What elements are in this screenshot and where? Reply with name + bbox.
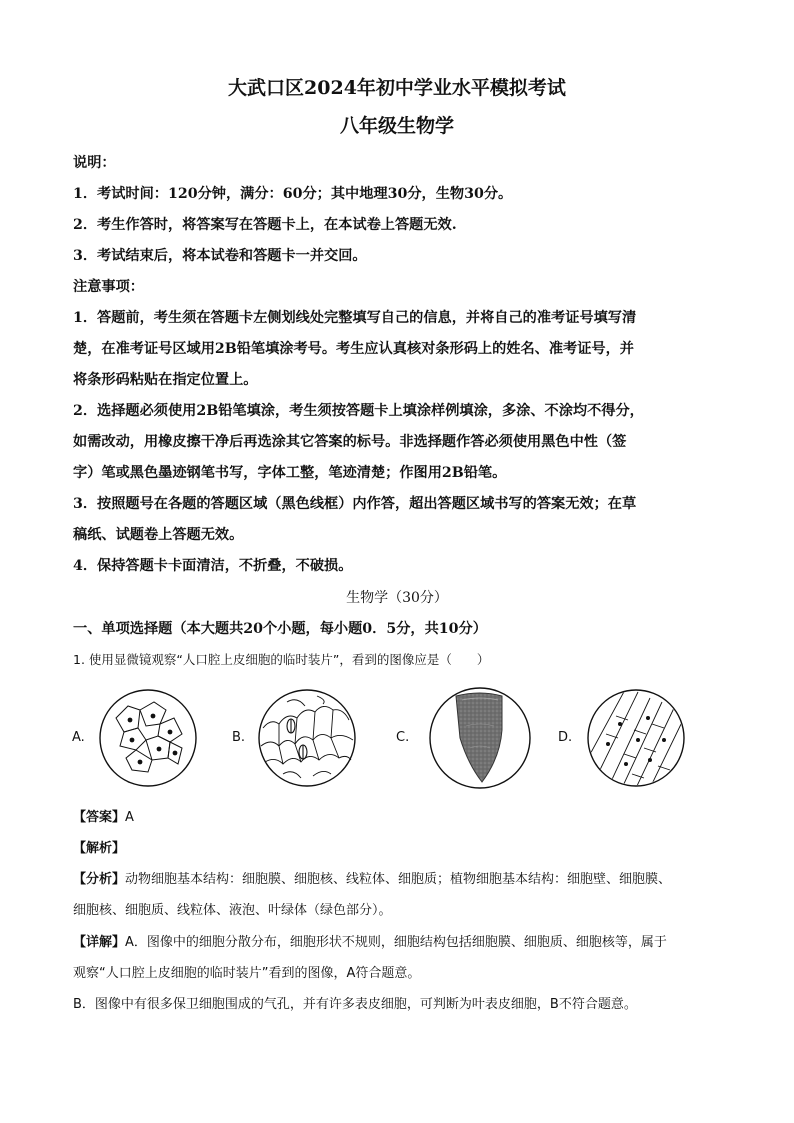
- notes-line: 稿纸、试题卷上答题无效。: [73, 527, 244, 543]
- option-a-label: A.: [72, 730, 85, 745]
- notes-line: 楚，在准考证号区域用2B铅笔填涂考号。考生应认真核对条形码上的姓名、准考证号，并: [73, 341, 634, 357]
- instruction-item: 1．考试时间：120分钟，满分：60分；其中地理30分，生物30分。: [73, 186, 513, 202]
- exam-subtitle: 八年级生物学: [339, 115, 454, 137]
- answer-tag: 【答案】: [73, 810, 126, 825]
- notes-line: 2．选择题必须使用2B铅笔填涂，考生须按答题卡上填涂样例填涂，多涂、不涂均不得分，: [73, 403, 644, 419]
- notes-line: 字）笔或黑色墨迹钢笔书写，字体工整，笔迹清楚；作图用2B铅笔。: [73, 465, 507, 481]
- instructions-heading: 说明：: [73, 155, 116, 171]
- fenxi-tag: 【分析】: [73, 872, 126, 887]
- fenxi-line: [73, 868, 671, 887]
- notes-line: 1．答题前，考生须在答题卡左侧划线处完整填写自己的信息，并将自己的准考证号填写清: [73, 310, 637, 326]
- section-title: 生物学（30分）: [346, 590, 448, 606]
- notes-line: 如需改动，用橡皮擦干净后再选涂其它答案的标号。非选择题作答必须使用黑色中性（签: [73, 434, 627, 450]
- fenxi-text-2: 细胞核、细胞质、线粒体、液泡、叶绿体（绿色部分）。: [73, 903, 392, 918]
- part-title: 一、单项选择题（本大题共20个小题，每小题0．5分，共10分）: [73, 621, 487, 637]
- notes-heading: 注意事项：: [73, 279, 144, 295]
- instruction-item: 3．考试结束后，将本试卷和答题卡一并交回。: [73, 248, 367, 264]
- xiangjie-text: A．图像中的细胞分散分布，细胞形状不规则，细胞结构包括细胞膜、细胞质、细胞核等，属于: [125, 935, 667, 950]
- analysis-tag: 【解析】: [73, 841, 126, 856]
- option-b-label: B.: [232, 730, 246, 745]
- notes-line: 将条形码粘贴在指定位置上。: [73, 372, 258, 388]
- question-1-text: 1. 使用显微镜观察“人口腔上皮细胞的临时装片”，看到的图像应是（ ）: [73, 652, 490, 667]
- option-c-image: [428, 686, 532, 790]
- xiangjie-text-3: B．图像中有很多保卫细胞围成的气孔，并有许多表皮细胞，可判断为叶表皮细胞，B不符合题意。: [73, 997, 637, 1012]
- fenxi-text: 动物细胞基本结构：细胞膜、细胞核、线粒体、细胞质；植物细胞基本结构：细胞壁、细胞膜、: [125, 872, 672, 887]
- instruction-item: 2．考生作答时，将答案写在答题卡上，在本试卷上答题无效.: [73, 217, 457, 233]
- notes-line: 4．保持答题卡卡面清洁，不折叠，不破损。: [73, 558, 353, 574]
- xiangjie-line: [73, 931, 667, 950]
- answer-value: A: [125, 810, 134, 825]
- option-c-label: C.: [396, 730, 410, 745]
- answer-line: [73, 806, 134, 825]
- notes-line: 3．按照题号在各题的答题区域（黑色线框）内作答，超出答题区域书写的答案无效；在草: [73, 496, 637, 512]
- option-d-label: D.: [558, 730, 573, 745]
- xiangjie-text-2: 观察“人口腔上皮细胞的临时装片”看到的图像，A符合题意。: [73, 966, 421, 981]
- option-a-image: [98, 688, 198, 788]
- option-d-image: [586, 688, 686, 788]
- option-b-image: [257, 688, 357, 788]
- xiangjie-tag: 【详解】: [73, 935, 126, 950]
- exam-title: 大武口区2024年初中学业水平模拟考试: [228, 77, 566, 99]
